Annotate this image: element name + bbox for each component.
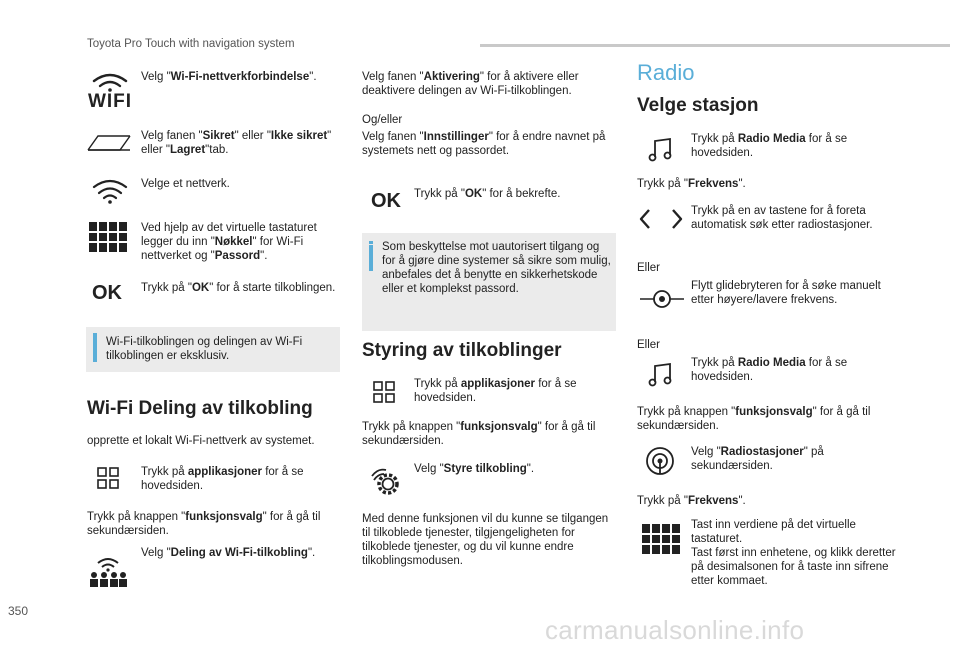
watermark: carmanualsonline.info [545,615,805,645]
paragraph-press-frequency: Trykk på "Frekvens". [637,178,746,190]
step-select-security-tab: Velg fanen "Sikret" eller "Ikke sikret" eller "Lagret"tab. [141,130,332,156]
keyboard-icon [642,524,680,554]
seek-arrows-icon [639,207,683,231]
paragraph-or: Eller [637,262,661,274]
note-text: Wi-Fi-tilkoblingen og delingen av Wi-Fi tilkoblingen er eksklusiv. [106,336,303,362]
info-icon [369,245,373,271]
section-heading-wifi-sharing: Wi-Fi Deling av tilkobling [87,398,313,419]
step-enter-values [691,518,896,588]
step-select-radio-stations: Velg "Radiostasjoner" på sekundærsiden. [691,446,824,472]
paragraph-or: Eller [637,339,661,351]
step-select-network: Velge et nettverk. [141,178,230,190]
ok-icon: OK [92,282,122,304]
step-enter-key-password: Ved hjelp av det virtuelle tastaturet legger du inn "Nøkkel" for Wi-Fi nettverket og "Passord". [141,222,317,262]
paragraph-press-options: Trykk på knappen "funksjonsvalg" for å gå til sekundærsiden. [87,511,321,537]
keyboard-icon [89,222,127,252]
tabs-icon [84,132,134,154]
header-divider [480,44,950,47]
step-enter-values-line2: Tast først inn enhetene, og klikk deretter på desimalsonen for å taste inn sifrene etter kommaet. [691,547,896,587]
section-heading-manage-connections: Styring av tilkoblinger [362,340,562,361]
paragraph-press-options: Trykk på knappen "funksjonsvalg" for å gå til sekundærsiden. [362,421,596,447]
wifi-label: WIFI [87,91,133,112]
step-select-manage-connection: Velg "Styre tilkobling". [414,463,535,475]
radio-stations-icon [645,446,675,476]
music-note-icon [648,362,674,388]
step-press-radio-media: Trykk på Radio Media for å se hovedsiden. [691,133,848,159]
paragraph-press-frequency: Trykk på "Frekvens". [637,495,746,507]
applications-icon [97,467,119,489]
ok-icon: OK [371,190,401,212]
step-press-ok-confirm: Trykk på "OK" for å bekrefte. [414,188,561,200]
page-number: 350 [8,604,29,618]
manage-connection-gear-icon [368,462,402,496]
step-manual-slider: Flytt glidebryteren for å søke manuelt etter høyere/lavere frekvens. [691,280,881,306]
step-select-wifi-connection: Velg "Wi-Fi-nettverkforbindelse". [141,71,317,83]
info-note-exclusive [86,327,340,372]
info-note-security [362,233,616,331]
paragraph-activation-tab: Velg fanen "Aktivering" for å aktivere eller deaktivere delingen av Wi-Fi-tilkoblingen. [362,71,579,97]
paragraph-function-description: Med denne funksjonen vil du kunne se tilgangen til tilkoblede tjenester, tilgjengeligheten for tilkoblede tjenester, og du vil kunne endre tilkoblingsmodusen. [362,513,609,567]
step-press-applications: Trykk på applikasjoner for å se hovedsiden. [141,466,304,492]
note-text: Som beskyttelse mot uautorisert tilgang og for å gjøre dine systemer så sikre som mulig, anbefales det å benytte en sikkerhetskode eller et komplekst passord. [382,241,611,295]
applications-icon [373,381,395,403]
chapter-title-radio: Radio [637,60,695,85]
paragraph-press-options: Trykk på knappen "funksjonsvalg" for å gå til sekundærsiden. [637,406,871,432]
running-header: Toyota Pro Touch with navigation system [87,38,295,50]
step-select-wifi-sharing: Velg "Deling av Wi-Fi-tilkobling". [141,547,316,559]
step-press-radio-media: Trykk på Radio Media for å se hovedsiden. [691,357,848,383]
info-icon [93,336,97,362]
paragraph-settings-tab: Velg fanen "Innstillinger" for å endre navnet på systemets nett og passordet. [362,131,606,157]
section-heading-select-station: Velge stasjon [637,95,759,116]
paragraph-and-or: Og/eller [362,114,403,126]
wifi-signal-icon [88,176,132,206]
music-note-icon [648,137,674,163]
step-press-ok-start: Trykk på "OK" for å starte tilkoblingen. [141,282,336,294]
step-enter-values-line1: Tast inn verdiene på det virtuelle tastaturet. [691,519,856,545]
paragraph-create-network: opprette et lokalt Wi-Fi-nettverk av systemet. [87,435,315,447]
wifi-icon [86,70,134,114]
connection-sharing-icon [88,555,128,587]
step-automatic-search: Trykk på en av tastene for å foreta automatisk søk etter radiostasjoner. [691,205,873,231]
slider-icon [640,287,684,311]
step-press-applications: Trykk på applikasjoner for å se hovedsiden. [414,378,577,404]
